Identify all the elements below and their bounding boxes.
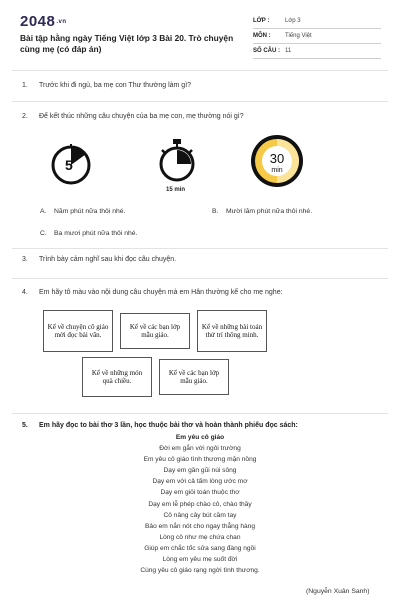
page-title: Bài tập hằng ngày Tiếng Việt lớp 3 Bài 20. Trò chuyện cùng mẹ (có đáp án) <box>20 33 234 54</box>
question-divider <box>12 248 388 249</box>
option-c[interactable] <box>40 230 137 237</box>
question-3 <box>22 256 176 263</box>
option-letter: C. <box>40 230 47 237</box>
thirty-label: 30 <box>269 151 285 166</box>
poem-line: Giúp em chắc tốc sửa sang đàng ngồi <box>144 544 256 552</box>
question-text: Em hãy đọc to bài thơ 3 lần, học thuộc bài thơ và hoàn thành phiếu đọc sách: <box>39 422 298 429</box>
poem-title: Em yêu cô giáo <box>175 434 225 441</box>
question-text: Để kết thúc những câu chuyện của ba mẹ con, mẹ thường nói gì? <box>39 113 244 120</box>
option-text: Năm phút nữa thôi nhé. <box>54 208 126 215</box>
meta-value: Tiếng Việt <box>285 33 312 39</box>
option-text: Mười lăm phút nữa thôi nhé. <box>226 208 313 215</box>
story-option-box[interactable]: Kể về các bạn lớp mẫu giáo. <box>120 313 190 349</box>
question-5 <box>22 422 298 429</box>
logo-suffix: .vn <box>56 19 67 26</box>
meta-value: Lớp 3 <box>285 18 301 24</box>
poem-line: Dạy em với cả tấm lòng ước mơ <box>152 478 248 486</box>
poem-line: Dạy em lễ phép chào cô, chào thầy <box>148 500 252 508</box>
question-number: 3. <box>22 256 28 263</box>
meta-key: LỚP : <box>253 18 270 24</box>
meta-key: SỐ CÂU : <box>253 48 280 54</box>
question-number: 2. <box>22 113 28 120</box>
question-text: Trước khi đi ngủ, ba mẹ con Thư thường làm gì? <box>39 82 192 89</box>
option-letter: B. <box>212 208 219 215</box>
poem-line: Lòng cô như mẹ chứa chan <box>159 533 241 541</box>
thirty-unit: min <box>271 167 283 174</box>
poem-line: Em yêu cô giáo tình thương mặn nồng <box>143 456 257 464</box>
option-text: Ba mươi phút nữa thôi nhé. <box>54 230 138 237</box>
question-2 <box>22 113 244 120</box>
meta-divider <box>253 43 381 44</box>
question-divider <box>12 413 388 414</box>
five-minutes-icon <box>48 142 94 188</box>
question-text: Trình bày cảm nghĩ sau khi đọc câu chuyện. <box>39 256 177 263</box>
meta-count <box>253 48 383 54</box>
thirty-minutes-icon <box>248 132 306 190</box>
meta-divider <box>253 28 381 29</box>
poem-line: Cùng yêu cô giáo rạng ngời tình thương. <box>140 567 260 575</box>
meta-grade <box>253 18 383 24</box>
question-1 <box>22 82 191 89</box>
site-logo[interactable] <box>20 13 67 30</box>
option-letter: A. <box>40 208 47 215</box>
meta-subject <box>253 33 383 39</box>
poem-line: Bảo em nắn nót cho ngay thẳng hàng <box>145 522 255 530</box>
question-text: Em hãy tô màu vào nội dung câu chuyện mà em Hân thường kể cho mẹ nghe: <box>39 289 283 296</box>
option-b[interactable] <box>212 208 312 215</box>
stopwatch-caption: 15 min <box>166 187 186 193</box>
story-option-box[interactable]: Kể về chuyện cô giáo mời đọc bài văn. <box>43 310 113 352</box>
question-number: 1. <box>22 82 28 89</box>
poem-line: Dạy em giỏi toán thuộc thơ <box>160 489 240 497</box>
question-number: 5. <box>22 422 28 429</box>
story-option-box[interactable]: Kể về những bài toán thử trí thông minh. <box>197 310 267 352</box>
question-number: 4. <box>22 289 28 296</box>
meta-divider <box>253 58 381 59</box>
question-divider <box>12 278 388 279</box>
poem-line: Đời em gắn với ngôi trường <box>159 445 241 453</box>
story-option-box[interactable]: Kể về các bạn lớp mẫu giáo. <box>159 359 229 395</box>
story-option-box[interactable]: Kể về những món quà chiều. <box>82 357 152 397</box>
option-a[interactable] <box>40 208 125 215</box>
question-divider <box>12 101 388 102</box>
meta-value: 11 <box>285 48 292 54</box>
poem-line: Lòng em yêu mẹ suốt đời <box>162 556 238 564</box>
stopwatch-icon <box>152 138 202 188</box>
poem-line: Dạy em gần gũi núi sông <box>163 467 237 475</box>
poem-line: Cô nâng cây bút cầm tay <box>163 511 237 519</box>
logo-text: 2048 <box>20 13 56 30</box>
question-4 <box>22 289 283 296</box>
poem-author: (Nguyễn Xuân Sanh) <box>306 588 370 595</box>
meta-key: MÔN : <box>253 33 271 39</box>
poem <box>70 432 330 576</box>
five-label: 5 <box>65 157 73 173</box>
header-divider <box>12 70 388 71</box>
